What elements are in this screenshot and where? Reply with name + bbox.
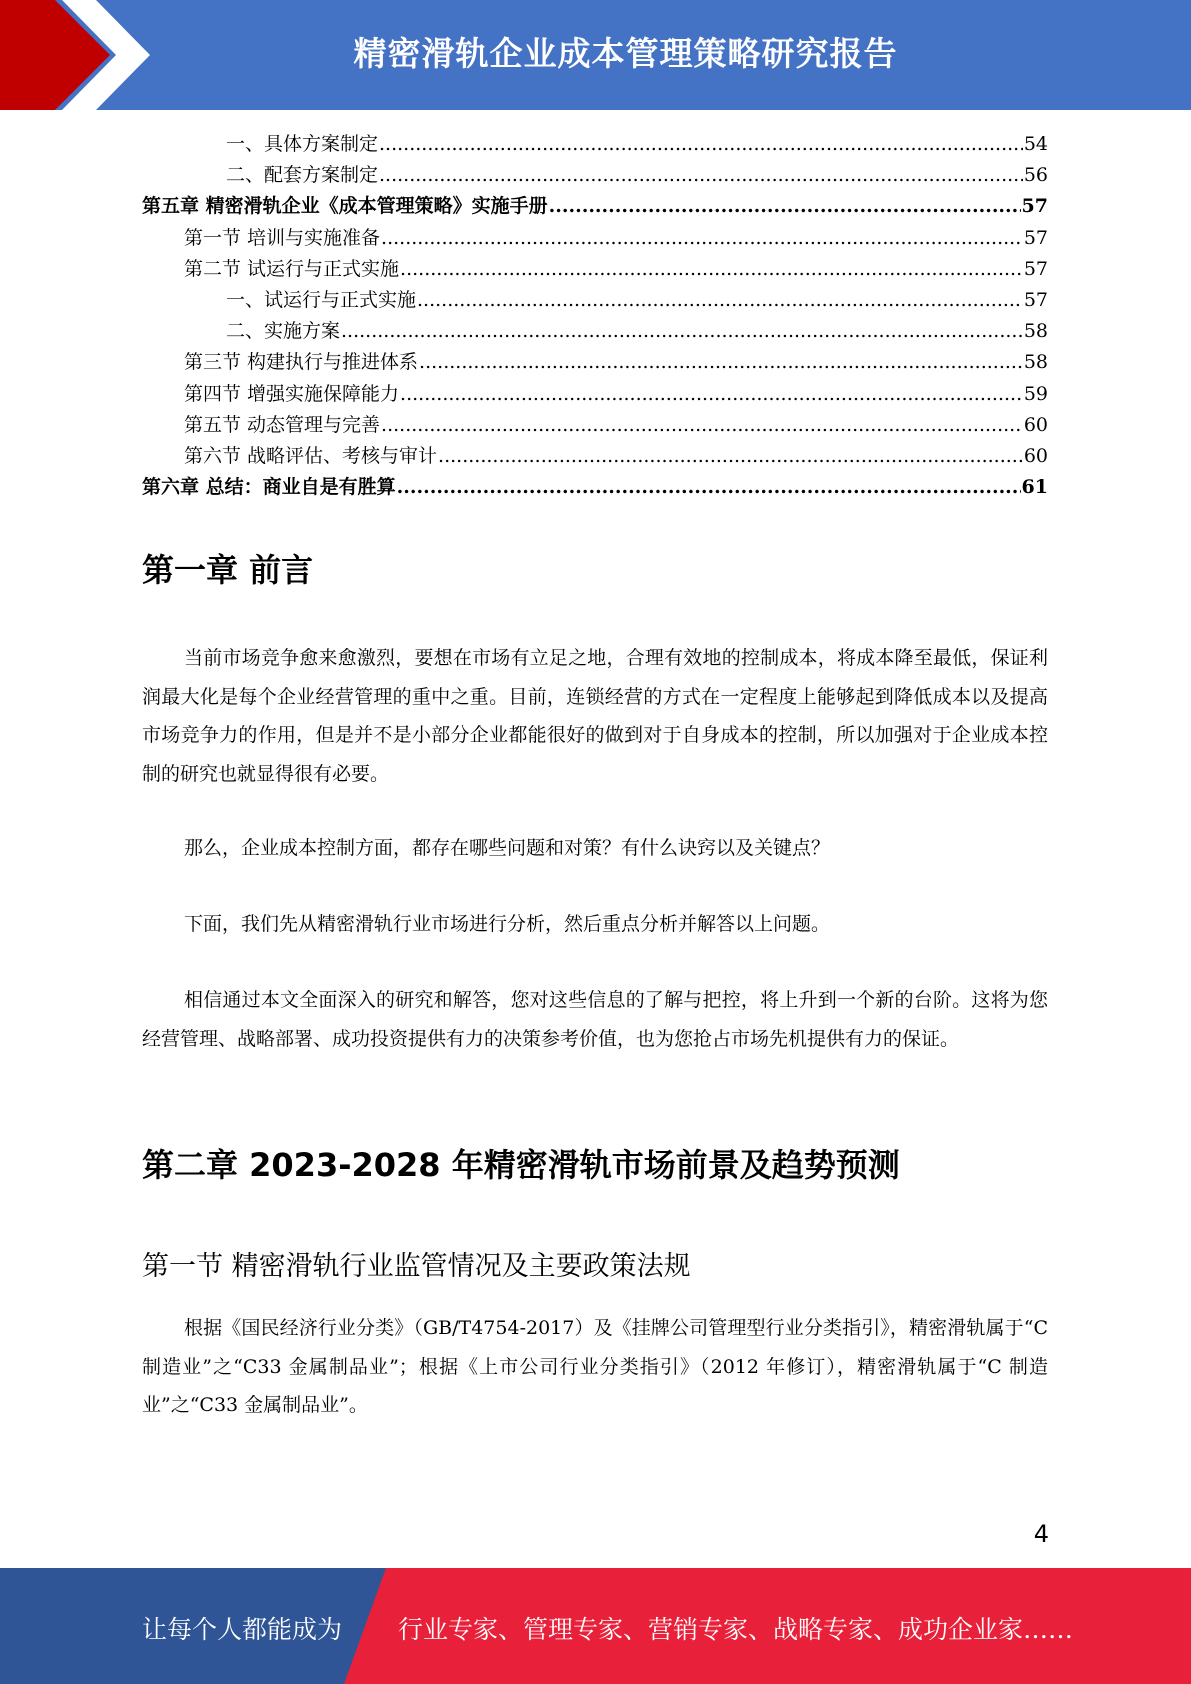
toc-entry-page: 61 (1021, 476, 1048, 499)
toc-entry-page: 58 (1023, 351, 1048, 374)
toc-entry-title: 一、试运行与正式实施 (226, 288, 417, 311)
toc-leader-dots (400, 258, 1023, 280)
toc-entry-title: 第二节 试运行与正式实施 (184, 257, 400, 280)
intro-paragraph-1: 当前市场竞争愈来愈激烈，要想在市场有立足之地，合理有效地的控制成本，将成本降至最低，保证利润最大化是每个企业经营管理的重中之重。目前，连锁经营的方式在一定程度上能够起到降低成本以及提高市场竞争力的作用，但是并不是小部分企业都能很好的做到对于自身成本的控制，所以加强对于企业成本控制的研究也就显得很有必要。 (142, 647, 1048, 785)
intro-paragraph-3: 下面，我们先从精密滑轨行业市场进行分析，然后重点分析并解答以上问题。 (184, 913, 831, 935)
toc-entry-title: 第三节 构建执行与推进体系 (184, 351, 419, 374)
toc-entry-page: 56 (1023, 164, 1048, 187)
chapter-2-heading: 第二章 2023-2028 年精密滑轨市场前景及趋势预测 (142, 1146, 900, 1184)
toc-entry-title: 第四节 增强实施保障能力 (184, 382, 400, 405)
page-number: 4 (1033, 1520, 1049, 1548)
toc-leader-dots (379, 133, 1023, 155)
toc-leader-dots (417, 289, 1023, 311)
toc-entry[interactable] (142, 223, 1048, 254)
toc-entry[interactable] (142, 441, 1048, 472)
toc-entry-page: 57 (1023, 288, 1048, 311)
toc-entry[interactable] (142, 316, 1048, 347)
toc-entry-page: 59 (1023, 382, 1048, 405)
toc-leader-dots (438, 445, 1023, 467)
section-1-heading: 第一节 精密滑轨行业监管情况及主要政策法规 (142, 1251, 691, 1282)
toc-entry-page: 58 (1023, 320, 1048, 343)
toc-entry-title: 二、实施方案 (226, 320, 341, 343)
toc-leader-dots (381, 227, 1023, 249)
toc-entry-title: 二、配套方案制定 (226, 164, 379, 187)
toc-leader-dots (549, 195, 1021, 217)
toc-leader-dots (379, 164, 1023, 186)
footer-banner (0, 1568, 1191, 1684)
toc-entry-page: 57 (1023, 226, 1048, 249)
chapter-1-heading: 第一章 前言 (142, 551, 314, 589)
report-title: 精密滑轨企业成本管理策略研究报告 (353, 34, 898, 73)
toc-leader-dots (419, 351, 1023, 373)
toc-leader-dots (400, 383, 1023, 405)
toc-entry-page: 54 (1023, 133, 1048, 155)
toc-entry[interactable] (142, 379, 1048, 410)
header-arrow-decoration (0, 0, 160, 110)
toc-entry-page: 57 (1023, 257, 1048, 280)
toc-entry-page: 60 (1023, 444, 1048, 467)
toc-leader-dots (397, 476, 1021, 498)
toc-entry-title: 第五节 动态管理与完善 (184, 413, 381, 436)
toc-entry-page: 57 (1021, 195, 1048, 218)
table-of-contents (142, 129, 1048, 503)
footer-slogan-left: 让每个人都能成为 (142, 1615, 343, 1644)
toc-entry-title: 第一节 培训与实施准备 (184, 226, 381, 249)
toc-entry[interactable] (142, 347, 1048, 378)
toc-entry-title: 第六节 战略评估、考核与审计 (184, 444, 438, 467)
toc-entry[interactable] (142, 285, 1048, 316)
toc-entry[interactable] (142, 160, 1048, 191)
toc-entry-title: 第六章 总结：商业自是有胜算 (142, 476, 396, 499)
toc-entry-title: 一、具体方案制定 (226, 133, 379, 155)
toc-entry[interactable] (142, 410, 1048, 441)
toc-entry-title: 第五章 精密滑轨企业《成本管理策略》实施手册 (142, 195, 548, 218)
header-bar (0, 0, 1191, 110)
toc-entry[interactable] (142, 472, 1048, 503)
toc-entry[interactable] (142, 129, 1048, 160)
footer-slogan-right: 行业专家、管理专家、营销专家、战略专家、成功企业家…… (398, 1615, 1074, 1644)
toc-leader-dots (341, 320, 1023, 342)
toc-entry[interactable] (142, 254, 1048, 285)
toc-leader-dots (381, 414, 1023, 436)
toc-entry-page: 60 (1023, 413, 1048, 436)
intro-paragraph-2: 那么，企业成本控制方面，都存在哪些问题和对策？有什么诀窍以及关键点？ (184, 837, 831, 859)
intro-paragraph-4: 相信通过本文全面深入的研究和解答，您对这些信息的了解与把控，将上升到一个新的台阶。这将为您经营管理、战略部署、成功投资提供有力的决策参考价值，也为您抢占市场先机提供有力的保证。 (142, 989, 1048, 1050)
section-1-paragraph: 根据《国民经济行业分类》（GB/T4754-2017）及《挂牌公司管理型行业分类指引》，精密滑轨属于“C 制造业”之“C33 金属制品业”；根据《上市公司行业分类指引》（2012 年修订），精密滑轨属于“C 制造业”之“C33 金属制品业”。 (142, 1317, 1048, 1416)
toc-entry[interactable] (142, 191, 1048, 222)
